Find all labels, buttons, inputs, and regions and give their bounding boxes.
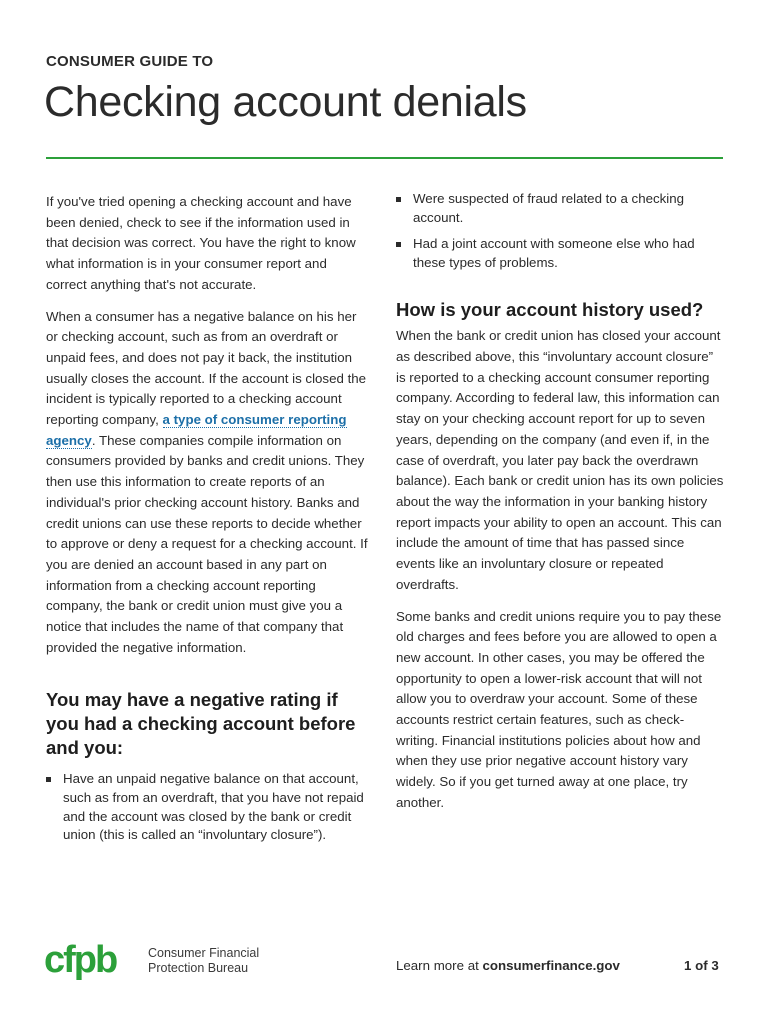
footer-learn-more <box>396 958 620 973</box>
list-item <box>396 190 724 227</box>
consumerfinance-link[interactable]: consumerfinance.gov <box>482 958 620 973</box>
list-item <box>396 235 724 272</box>
closure-paragraph <box>46 307 368 659</box>
bullet-icon <box>396 242 401 247</box>
cfpb-logo-text: cfpb <box>44 940 117 981</box>
left-column <box>46 192 368 853</box>
list-item-text: Had a joint account with someone else who had these types of problems. <box>413 236 695 270</box>
title-divider <box>46 157 723 159</box>
learn-more-prefix: Learn more at <box>396 958 483 973</box>
footer-org-name <box>148 946 259 976</box>
org-line-2: Protection Bureau <box>148 961 249 975</box>
doc-eyebrow: CONSUMER GUIDE TO <box>46 53 214 70</box>
closure-text-start: When a consumer has a negative balance on his her or checking account, such as from an overdraft or unpaid fees, and does not pay it back, the institution usually closes the account. If the account is closed the incident is typically reported to a checking account reporting company, <box>46 308 367 428</box>
right-column <box>396 190 724 825</box>
old-charges-paragraph: Some banks and credit unions require you to pay these old charges and fees before you are allowed to open a new account. In other cases, you may be offered the opportunity to open a lower-risk account that will not allow you to overdraw your account. Some of these accounts restrict certain features, such as check-writing. Financial institutions policies about how and when they use prior negative account history vary widely. So if you get turned away at one place, try another. <box>396 608 722 810</box>
page-title: Checking account denials <box>44 78 527 126</box>
closure-text-end: . These companies compile information on consumers provided by banks and credit unions. They then use this information to create reports of an individual's prior checking account history. Banks and credit unions can use these reports to decide whether to approve or deny a request for a checking account. If you are denied an account based in any part on information from a checking account reporting company, the bank or credit union must give you a notice that includes the name of that company that provided the negative information. <box>46 432 368 655</box>
list-item-text: Were suspected of fraud related to a checking account. <box>413 191 685 225</box>
intro-paragraph: If you've tried opening a checking account and have been denied, check to see if the information used in that decision was correct. You have the right to know what information is in your consumer report and correct anything that's not accurate. <box>46 194 356 292</box>
list-item <box>46 770 368 844</box>
cfpb-logo <box>44 940 142 991</box>
account-history-paragraph: When the bank or credit union has closed your account as described above, this “involuntary account closure” is reported to a checking account consumer reporting company. According to federal law, this information can stay on your checking account report for up to seven years, depending on the company (and even if, in the case of overdraft, you later pay back the overdrawn balance). Each bank or credit union has its own policies about the way the information in your banking history report impacts your ability to open an account. This can include the amount of time that has passed since events like an involuntary closure or repeated overdrafts. <box>396 328 724 592</box>
account-history-heading: How is your account history used? <box>396 299 704 321</box>
negative-rating-list <box>46 770 368 844</box>
org-line-1: Consumer Financial <box>148 946 260 960</box>
bullet-icon <box>396 197 401 202</box>
negative-rating-heading: You may have a negative rating if you had a checking account before and you: <box>46 689 356 759</box>
cfpb-logo-icon <box>44 940 142 986</box>
negative-rating-list-continued <box>396 190 724 272</box>
list-item-text: Have an unpaid negative balance on that account, such as from an overdraft, that you have not repaid and the account was closed by the bank or credit union (this is called an “involuntary closure”). <box>63 771 364 843</box>
bullet-icon <box>46 777 51 782</box>
page-number: 1 of 3 <box>684 958 719 973</box>
consumer-reporting-agency-link[interactable]: a type of consumer reporting agency <box>46 412 347 448</box>
